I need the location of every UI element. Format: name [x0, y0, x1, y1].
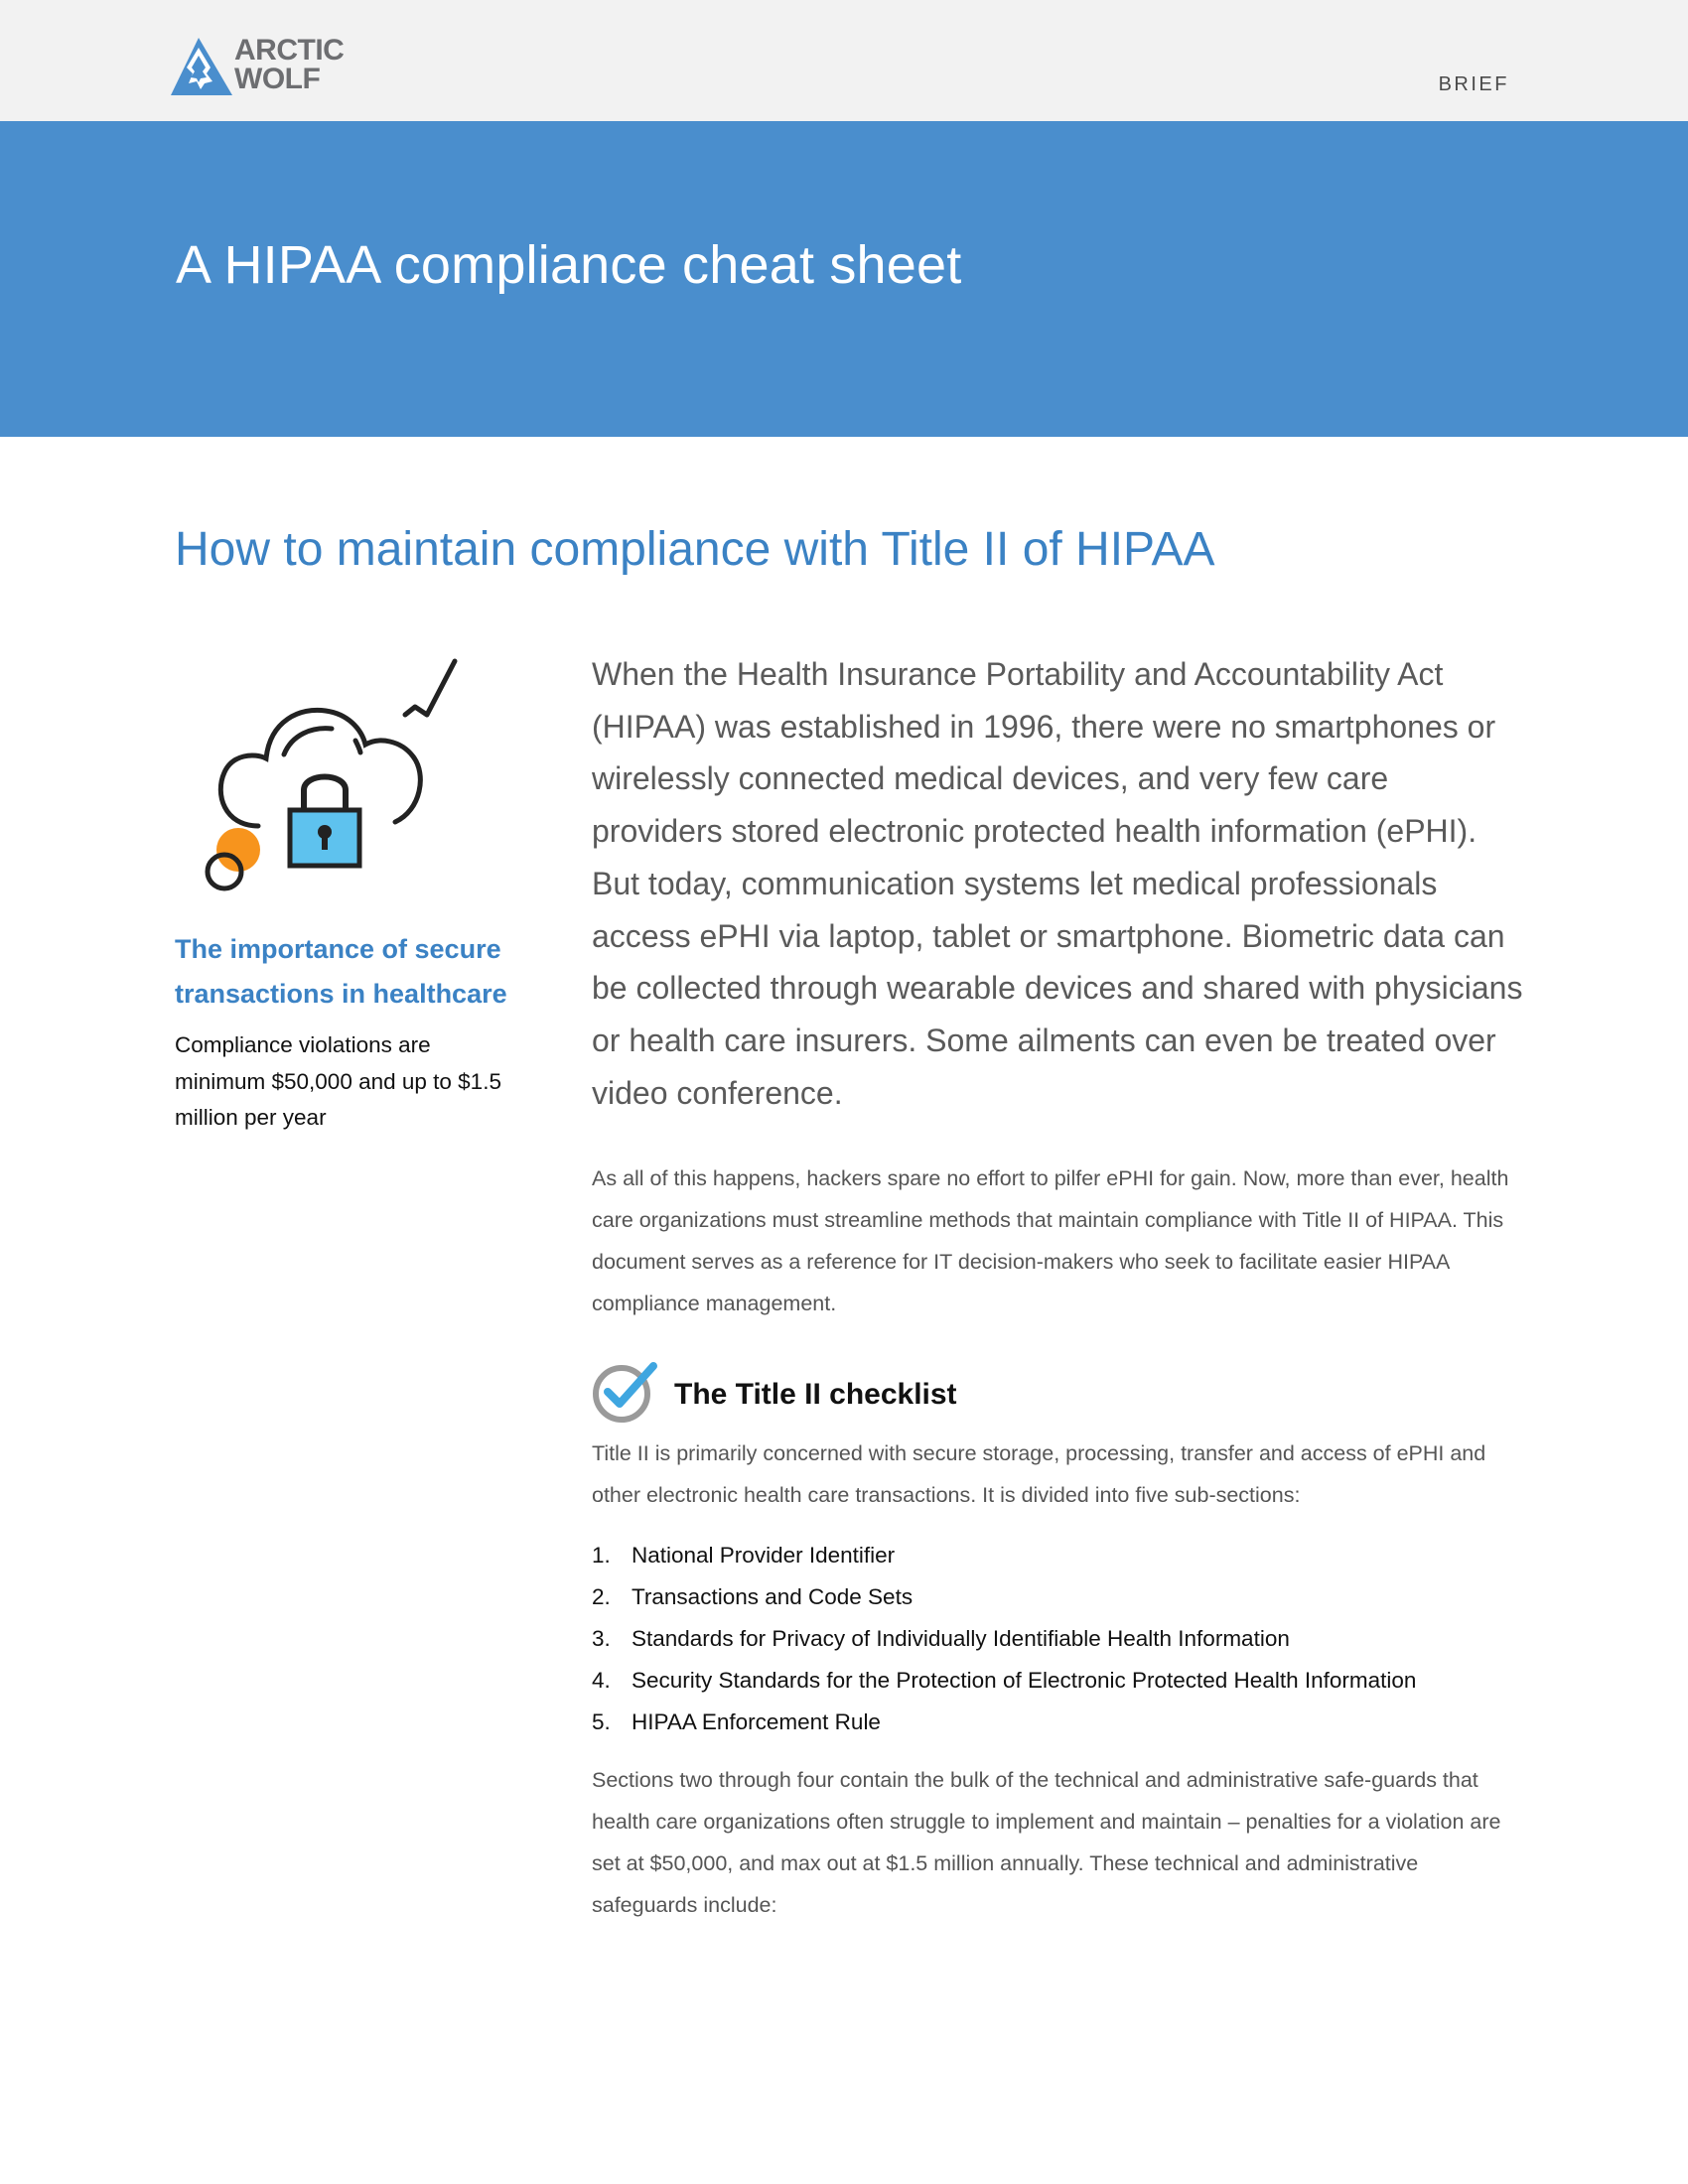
list-item — [592, 1576, 1535, 1618]
list-item — [592, 1660, 1535, 1702]
sidebar-heading: The importance of secure transactions in healthcare — [175, 934, 507, 1009]
checklist-title: The Title II checklist — [674, 1378, 957, 1411]
checkmark-circle-icon — [592, 1360, 659, 1424]
top-header-band — [0, 0, 1688, 121]
list-item-number: 1. — [592, 1543, 611, 1568]
document-type-label: BRIEF — [1438, 73, 1509, 95]
list-item-text: Transactions and Code Sets — [632, 1584, 914, 1609]
list-item — [592, 1618, 1535, 1660]
body-paragraph-2: Sections two through four contain the bulk of the technical and administrative safe-guards that health care organizations often struggle to implement and maintain – penalties for a violation are set at $50,000, and max out at $1.5 million annually. These technical and administrative safeguards include: — [592, 1768, 1501, 1917]
list-item-number: 3. — [592, 1626, 611, 1651]
checklist-intro: Title II is primarily concerned with secure storage, processing, transfer and access of ePHI and other electronic health care transactions. It is divided into five sub-sections: — [592, 1441, 1486, 1507]
body-paragraph-1: As all of this happens, hackers spare no effort to pilfer ePHI for gain. Now, more than ever, health care organizations must streamline methods that maintain compliance with Title II of HIPAA. This document serves as a reference for IT decision-makers who seek to facilitate easier HIPAA compliance management. — [592, 1166, 1509, 1315]
wolf-mountain-icon — [171, 38, 232, 95]
checklist-heading-row — [592, 1360, 1287, 1420]
list-item — [592, 1535, 1535, 1576]
cloud-lock-icon — [197, 655, 465, 903]
lead-paragraph: When the Health Insurance Portability and Accountability Act (HIPAA) was established in 1996, there were no smartphones or wirelessly connected medical devices, and very few care providers stored electronic protected health information (ePHI). But today, communication systems let medical professionals access ePHI via laptop, tablet or smartphone. Biometric data can be collected through wearable devices and shared with physicians or health care insurers. Some ailments can even be treated over video conference. — [592, 656, 1523, 1111]
list-item-number: 4. — [592, 1668, 611, 1693]
sidebar-text: Compliance violations are minimum $50,000 and up to $1.5 million per year — [175, 1032, 501, 1130]
section-heading: How to maintain compliance with Title II of HIPAA — [175, 523, 1215, 576]
list-item-text: Standards for Privacy of Individually Identifiable Health Information — [632, 1626, 1290, 1651]
arctic-wolf-logo — [171, 34, 350, 99]
list-item-text: National Provider Identifier — [632, 1543, 896, 1568]
list-item — [592, 1702, 1535, 1743]
logo-wordmark: ARCTIC WOLF — [234, 34, 345, 95]
list-item-number: 5. — [592, 1709, 611, 1734]
list-item-number: 2. — [592, 1584, 611, 1609]
list-item-text: Security Standards for the Protection of Electronic Protected Health Information — [632, 1668, 1417, 1693]
page-title: A HIPAA compliance cheat sheet — [176, 235, 962, 295]
subsection-list — [592, 1535, 1535, 1743]
list-item-text: HIPAA Enforcement Rule — [632, 1709, 881, 1734]
